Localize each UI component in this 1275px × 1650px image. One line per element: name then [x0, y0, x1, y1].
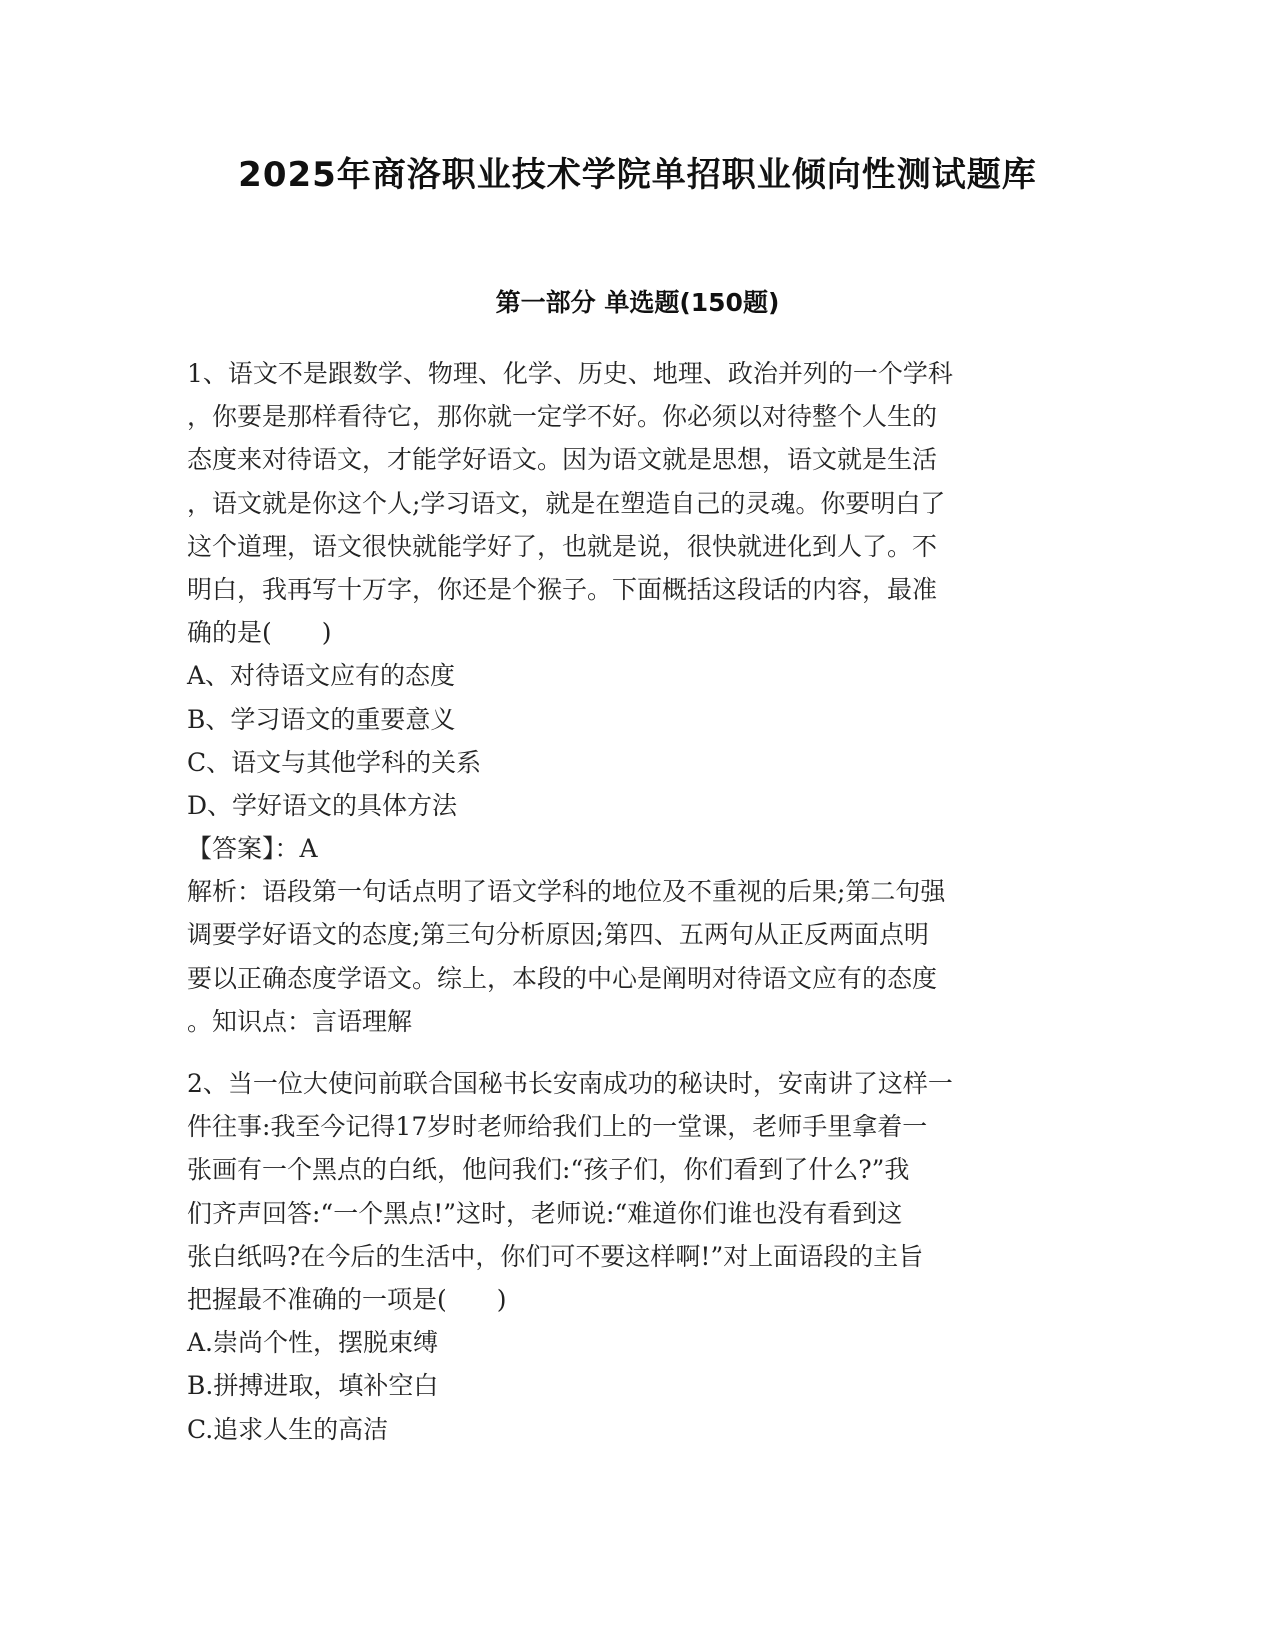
analysis-line: 调要学好语文的态度;第三句分析原因;第四、五两句从正反两面点明	[187, 920, 929, 950]
option-b: B、学习语文的重要意义	[187, 704, 456, 734]
question-stem-line: 态度来对待语文，才能学好语文。因为语文就是思想，语文就是生活	[187, 445, 938, 475]
option-b: B.拼搏进取，填补空白	[187, 1371, 439, 1401]
question-stem-line: 把握最不准确的一项是( )	[187, 1284, 507, 1314]
analysis-line: 。知识点：言语理解	[187, 1006, 413, 1036]
question-stem-line: 确的是( )	[187, 618, 332, 648]
question-stem-line: 明白，我再写十万字，你还是个猴子。下面概括这段话的内容，最准	[187, 574, 938, 604]
question-stem-line: 张白纸吗?在今后的生活中，你们可不要这样啊!”对上面语段的主旨	[187, 1241, 924, 1271]
question-stem-line: ，你要是那样看待它，那你就一定学不好。你必须以对待整个人生的	[187, 402, 938, 432]
option-a: A、对待语文应有的态度	[187, 661, 456, 691]
option-c: C.追求人生的高洁	[187, 1414, 389, 1444]
option-d: D、学好语文的具体方法	[187, 790, 458, 820]
question-stem-line: 张画有一个黑点的白纸，他问我们:“孩子们，你们看到了什么?”我	[187, 1155, 910, 1185]
option-a: A.崇尚个性，摆脱束缚	[187, 1328, 439, 1358]
question-2	[187, 1062, 1077, 1451]
question-stem-line: 1、语文不是跟数学、物理、化学、历史、地理、政治并列的一个学科	[187, 359, 953, 388]
question-stem-line: 们齐声回答:“一个黑点!”这时，老师说:“难道你们谁也没有看到这	[187, 1198, 903, 1228]
question-1	[187, 352, 1077, 1043]
question-stem-line: ，语文就是你这个人;学习语文，就是在塑造自己的灵魂。你要明白了	[187, 488, 946, 518]
document-title: 2025年商洛职业技术学院单招职业倾向性测试题库	[238, 155, 1037, 195]
section-title: 第一部分 单选题(150题)	[495, 288, 780, 317]
question-stem-line: 这个道理，语文很快就能学好了，也就是说，很快就进化到人了。不	[187, 531, 938, 561]
analysis-line: 解析：语段第一句话点明了语文学科的地位及不重视的后果;第二句强	[187, 877, 946, 907]
answer-line: 【答案】：A	[187, 834, 318, 864]
analysis-line: 要以正确态度学语文。综上，本段的中心是阐明对待语文应有的态度	[187, 963, 938, 993]
option-c: C、语文与其他学科的关系	[187, 747, 482, 777]
question-stem-line: 件往事:我至今记得17岁时老师给我们上的一堂课，老师手里拿着一	[187, 1112, 928, 1142]
question-stem-line: 2、当一位大使问前联合国秘书长安南成功的秘诀时，安南讲了这样一	[187, 1069, 953, 1098]
